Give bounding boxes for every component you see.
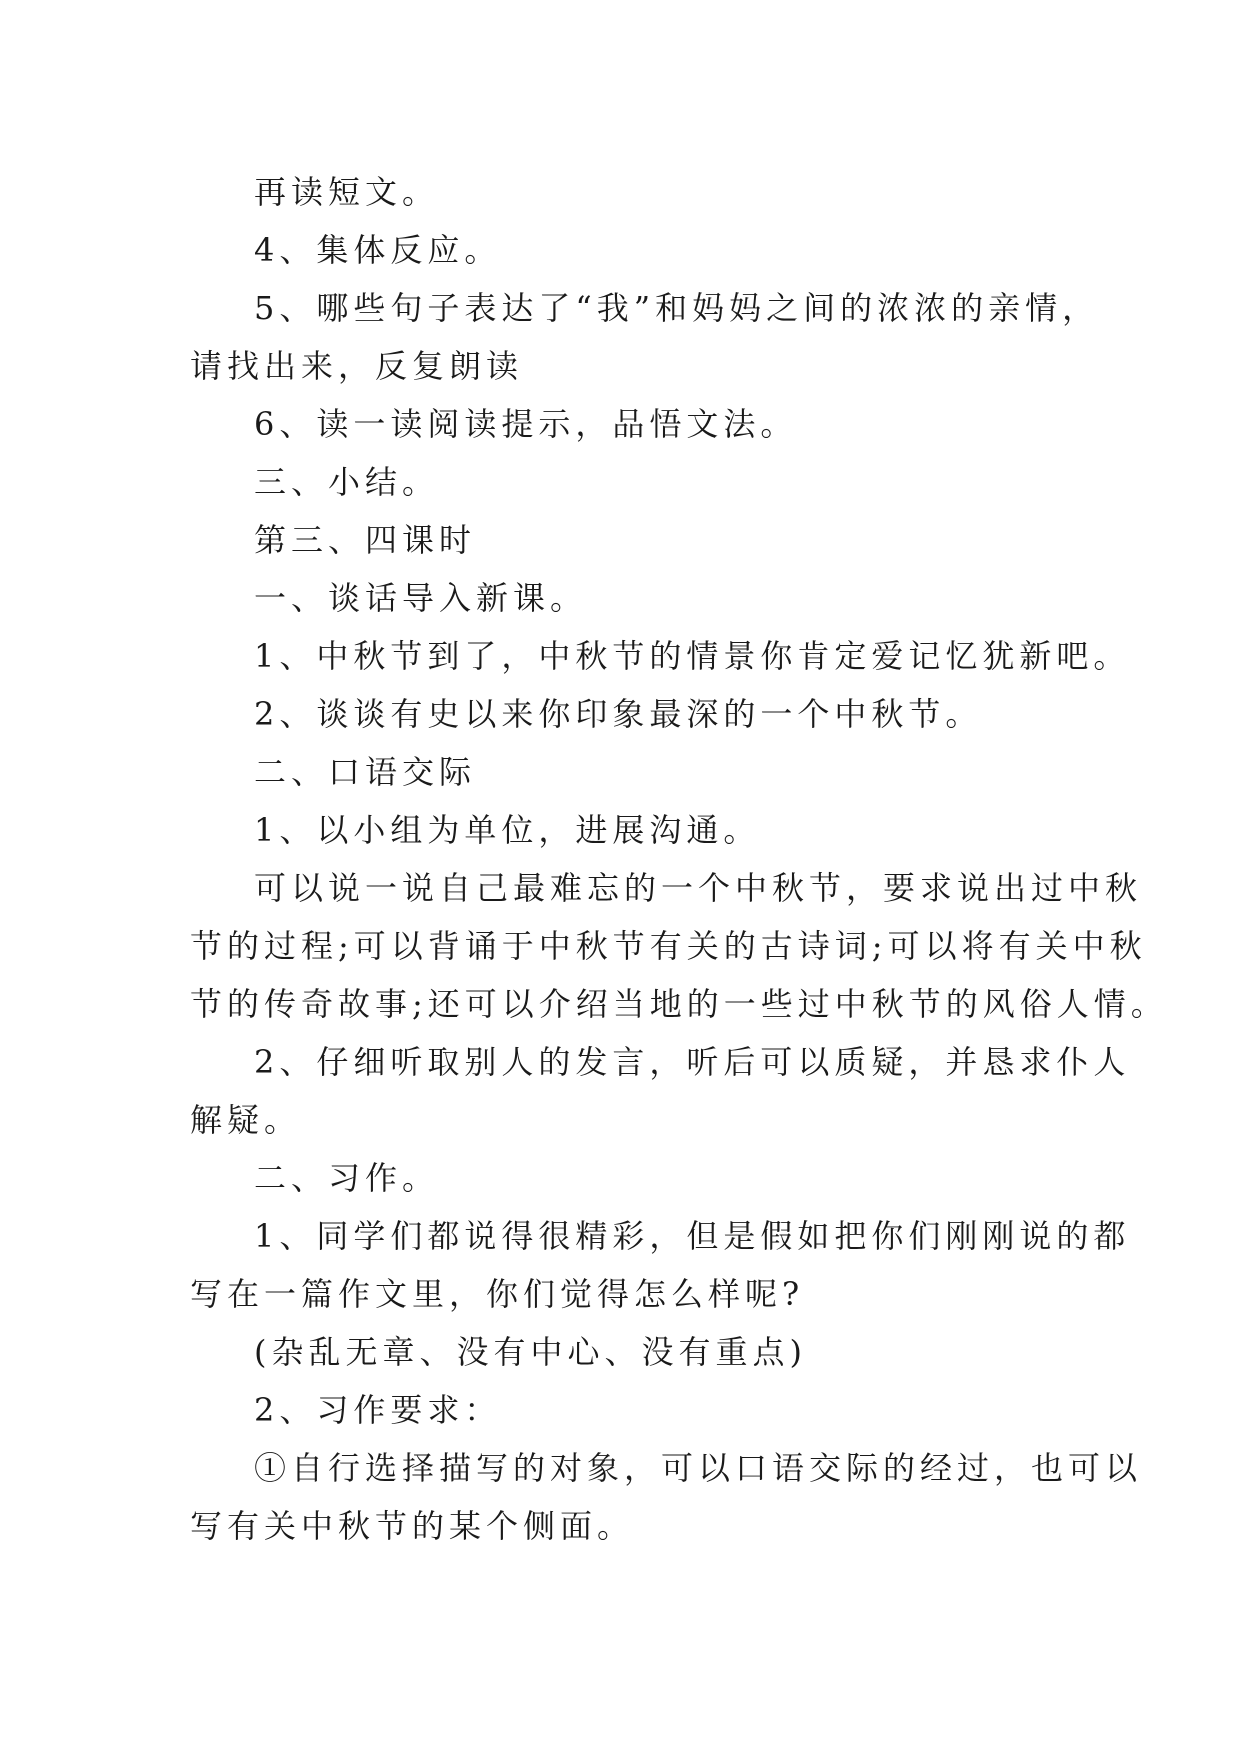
text-line: 写在一篇作文里，你们觉得怎么样呢? <box>190 1275 805 1313</box>
paragraph <box>190 1149 1090 1207</box>
text-line: 三、小结。 <box>254 463 440 501</box>
text-line: 5、哪些句子表达了“我”和妈妈之间的浓浓的亲情， <box>254 289 1100 327</box>
paragraph <box>190 1033 1131 1149</box>
paragraph <box>190 627 1131 685</box>
text-line: 1、以小组为单位，进展沟通。 <box>254 811 761 849</box>
text-line: 一、谈话导入新课。 <box>254 579 588 617</box>
paragraph <box>190 1439 1143 1555</box>
text-line: 2、谈谈有史以来你印象最深的一个中秋节。 <box>254 695 983 733</box>
section-heading <box>190 511 1090 569</box>
text-line: 再读短文。 <box>254 173 440 211</box>
text-line: (杂乱无章、没有中心、没有重点) <box>254 1333 807 1371</box>
text-line: 节的传奇故事;还可以介绍当地的一些过中秋节的风俗人情。 <box>190 985 1168 1023</box>
text-line: ①自行选择描写的对象，可以口语交际的经过，也可以 <box>254 1449 1143 1487</box>
text-line: 4、集体反应。 <box>254 231 502 269</box>
paragraph <box>190 859 1168 1033</box>
paragraph <box>190 1323 1090 1381</box>
text-line: 二、习作。 <box>254 1159 440 1197</box>
text-line: 节的过程;可以背诵于中秋节有关的古诗词;可以将有关中秋 <box>190 927 1147 965</box>
text-line: 第三、四课时 <box>254 521 477 559</box>
paragraph <box>190 569 1090 627</box>
paragraph <box>190 1381 1090 1439</box>
text-line: 1、中秋节到了，中秋节的情景你肯定爱记忆犹新吧。 <box>254 637 1131 675</box>
text-line: 二、口语交际 <box>254 753 477 791</box>
text-line: 写有关中秋节的某个侧面。 <box>190 1507 635 1545</box>
text-line: 6、读一读阅读提示，品悟文法。 <box>254 405 798 443</box>
text-line: 2、习作要求： <box>254 1391 502 1429</box>
text-line: 可以说一说自己最难忘的一个中秋节，要求说出过中秋 <box>254 869 1143 907</box>
document-body <box>190 163 1168 1555</box>
text-line: 请找出来，反复朗读 <box>190 347 524 385</box>
paragraph <box>190 685 1090 743</box>
paragraph <box>190 163 1090 221</box>
paragraph <box>190 453 1090 511</box>
paragraph <box>190 279 1100 395</box>
paragraph <box>190 743 1090 801</box>
paragraph <box>190 221 1090 279</box>
paragraph <box>190 1207 1131 1323</box>
text-line: 1、同学们都说得很精彩，但是假如把你们刚刚说的都 <box>254 1217 1131 1255</box>
text-line: 解疑。 <box>190 1101 302 1139</box>
paragraph <box>190 801 1090 859</box>
text-line: 2、仔细听取别人的发言，听后可以质疑，并恳求仆人 <box>254 1043 1131 1081</box>
paragraph <box>190 395 1090 453</box>
